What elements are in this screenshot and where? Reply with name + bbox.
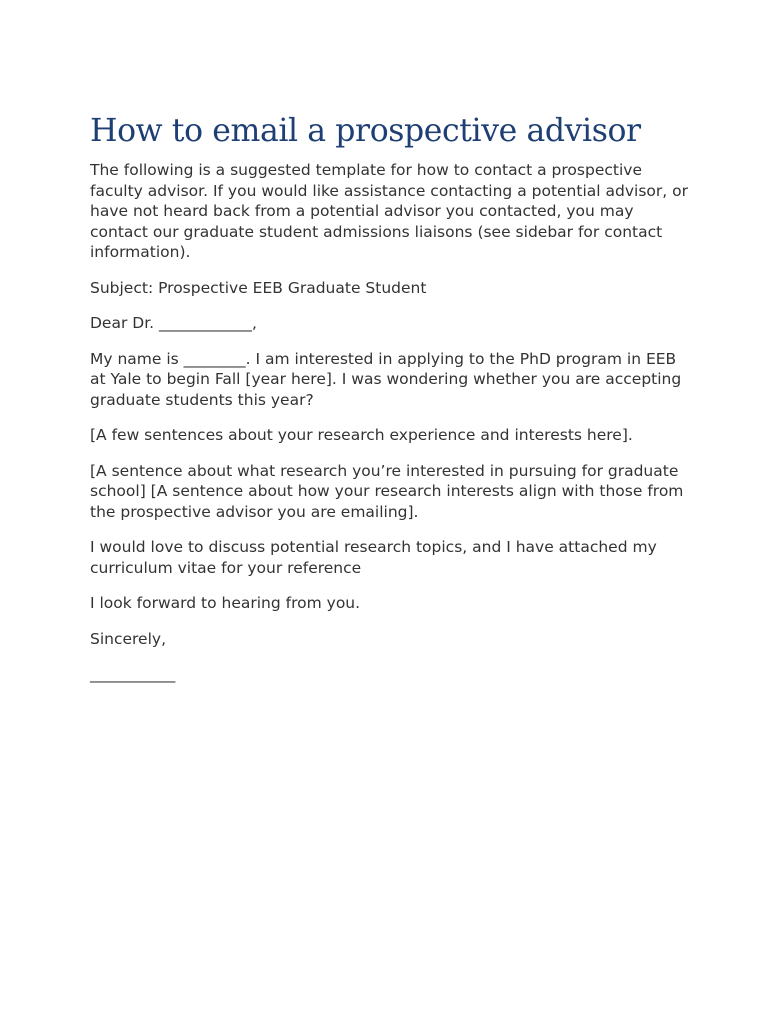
introduction-paragraph: My name is ________. I am interested in applying to the PhD program in EEB at Yale to begin Fall [year here]. I was wondering whether you are accepting graduate students this year? bbox=[90, 349, 682, 409]
closing-paragraph: I would love to discuss potential research topics, and I have attached my curriculum vitae for your reference bbox=[90, 538, 657, 577]
research-experience-paragraph: [A few sentences about your research experience and interests here]. bbox=[90, 426, 633, 445]
intro-paragraph: The following is a suggested template for how to contact a prospective faculty advisor. If you would like assistance contacting a potential advisor, or have not heard back from a potential advisor you contacted, you may contact our graduate student admissions liaisons (see sidebar for contact information). bbox=[90, 161, 688, 262]
salutation: Dear Dr. ____________, bbox=[90, 314, 257, 333]
signature-line: ___________ bbox=[90, 665, 176, 684]
look-forward-line: I look forward to hearing from you. bbox=[90, 594, 361, 613]
research-interests-paragraph: [A sentence about what research you’re interested in pursuing for graduate school] [A sentence about how your research interests align with those from the prospective advisor you are emailing]. bbox=[90, 461, 684, 521]
document-page bbox=[90, 112, 690, 700]
page-title: How to email a prospective advisor bbox=[90, 113, 641, 149]
sign-off: Sincerely, bbox=[90, 629, 167, 648]
subject-line: Subject: Prospective EEB Graduate Student bbox=[90, 278, 427, 297]
